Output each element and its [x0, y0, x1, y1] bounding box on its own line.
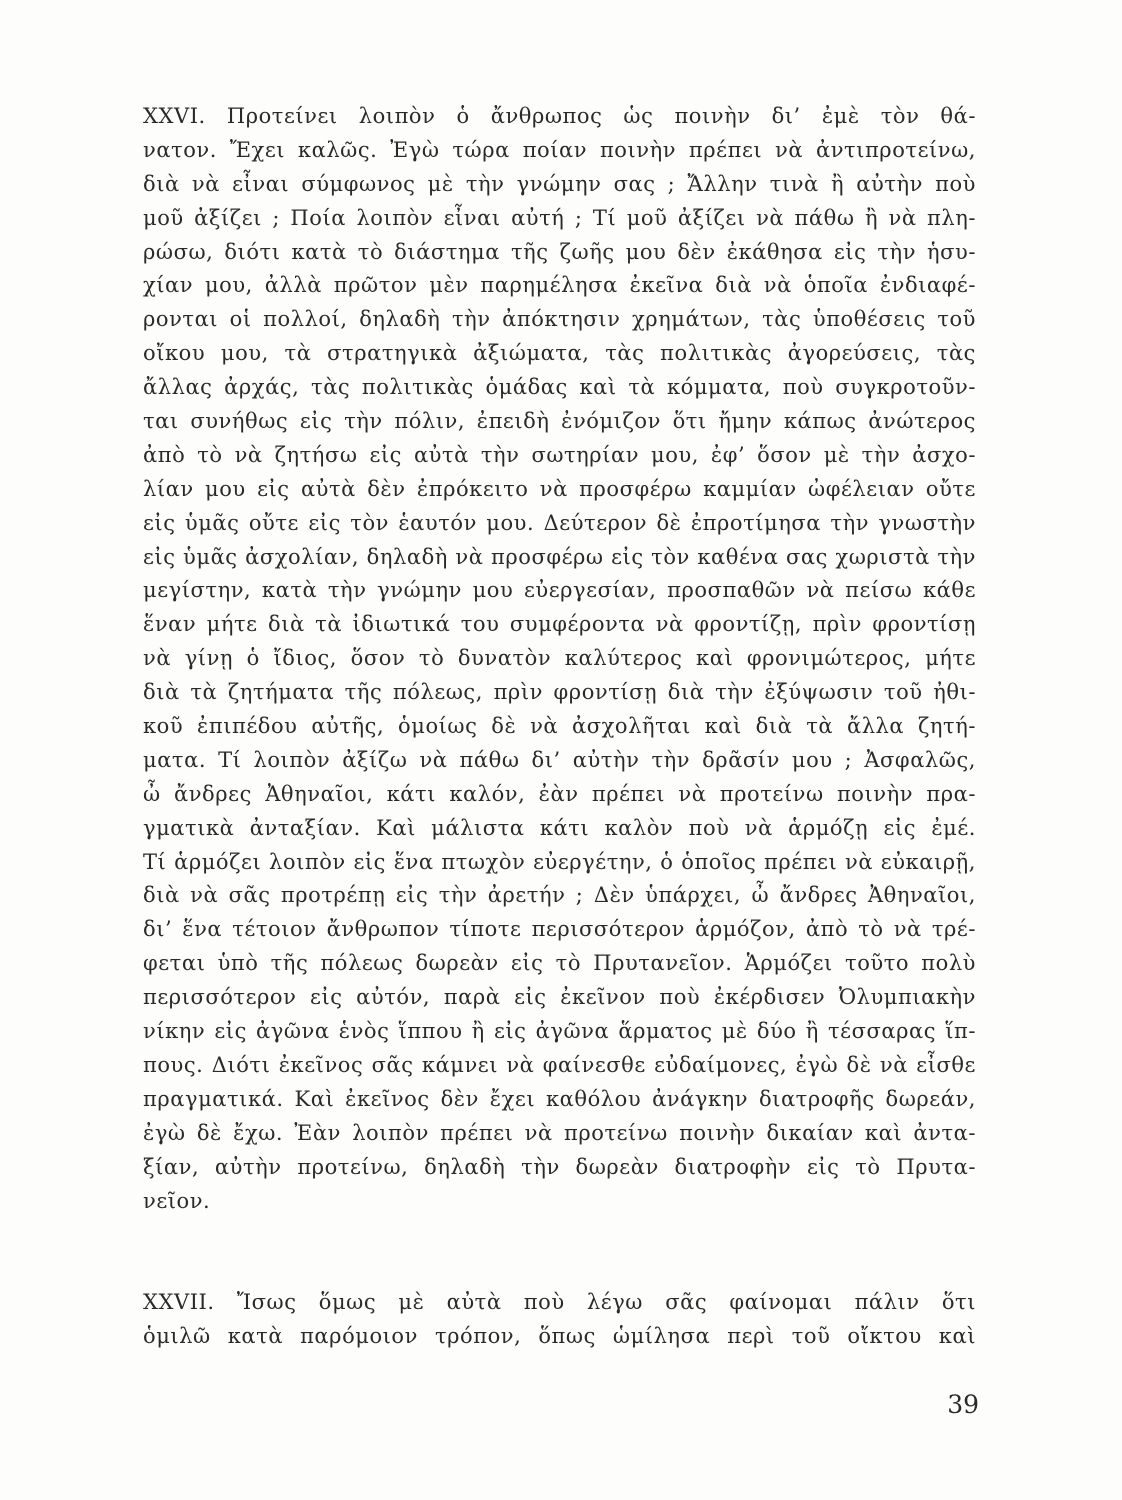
text-line: πους. Διότι ἐκεῖνος σᾶς κάμνει νὰ φαίνεσθε εὐδαίμονες, ἐγὼ δὲ νὰ εἶσθε: [143, 1052, 976, 1077]
text-line: κοῦ ἐπιπέδου αὐτῆς, ὁμοίως δὲ νὰ ἀσχολῆται καὶ διὰ τὰ ἄλλα ζητή-: [143, 714, 976, 739]
text-line: δι’ ἕνα τέτοιον ἄνθρωπον τίποτε περισσότερον ἁρμόζον, ἀπὸ τὸ νὰ τρέ-: [143, 917, 976, 942]
text-line: νατον. Ἔχει καλῶς. Ἐγὼ τώρα ποίαν ποινὴν πρέπει νὰ ἀντιπροτείνω,: [143, 137, 976, 162]
text-line: χίαν μου, ἀλλὰ πρῶτον μὲν παρημέλησα ἐκεῖνα διὰ νὰ ὁποῖα ἐνδιαφέ-: [143, 273, 976, 298]
text-line: φεται ὑπὸ τῆς πόλεως δωρεὰν εἰς τὸ Πρυτανεῖον. Ἁρμόζει τοῦτο πολὺ: [143, 951, 976, 976]
text-line: μοῦ ἀξίζει ; Ποία λοιπὸν εἶναι αὐτή ; Τί μοῦ ἀξίζει νὰ πάθω ἢ νὰ πλη-: [143, 205, 976, 230]
text-line: XXVI. Προτείνει λοιπὸν ὁ ἄνθρωπος ὡς ποινὴν δι’ ἐμὲ τὸν θά-: [143, 104, 976, 128]
text-line: νὰ γίνῃ ὁ ἴδιος, ὅσον τὸ δυνατὸν καλύτερος καὶ φρονιμώτερος, μήτε: [143, 646, 976, 671]
text-line: ὦ ἄνδρες Ἀθηναῖοι, κάτι καλόν, ἐὰν πρέπει νὰ προτείνω ποινὴν πρα-: [143, 781, 976, 806]
text-line: διὰ νὰ σᾶς προτρέπῃ εἰς τὴν ἀρετήν ; Δὲν ὑπάρχει, ὦ ἄνδρες Ἀθηναῖοι,: [143, 883, 976, 908]
text-line: ται συνήθως εἰς τὴν πόλιν, ἐπειδὴ ἐνόμιζον ὅτι ἤμην κάπως ἀνώτερος: [143, 409, 976, 434]
text-line: ὁμιλῶ κατὰ παρόμοιον τρόπον, ὅπως ὡμίλησα περὶ τοῦ οἴκτου καὶ: [143, 1323, 976, 1348]
text-line: ρώσω, διότι κατὰ τὸ διάστημα τῆς ζωῆς μου δὲν ἐκάθησα εἰς τὴν ἡσυ-: [143, 239, 976, 264]
text-line: γματικὰ ἀνταξίαν. Καὶ μάλιστα κάτι καλὸν ποὺ νὰ ἁρμόζῃ εἰς ἐμέ.: [143, 815, 976, 840]
text-line: ἄλλας ἀρχάς, τὰς πολιτικὰς ὁμάδας καὶ τὰ κόμματα, ποὺ συγκροτοῦν-: [143, 375, 976, 400]
text-line: ματα. Τί λοιπὸν ἀξίζω νὰ πάθω δι’ αὐτὴν τὴν δρᾶσίν μου ; Ἀσφαλῶς,: [143, 747, 976, 772]
text-line: XXVII. Ἴσως ὅμως μὲ αὐτὰ ποὺ λέγω σᾶς φαίνομαι πάλιν ὅτι: [143, 1290, 976, 1314]
text-line: εἰς ὑμᾶς οὔτε εἰς τὸν ἑαυτόν μου. Δεύτερον δὲ ἐπροτίμησα τὴν γνωστὴν: [143, 510, 976, 535]
text-line: ἐγὼ δὲ ἔχω. Ἐὰν λοιπὸν πρέπει νὰ προτείνω ποινὴν δικαίαν καὶ ἀντα-: [143, 1120, 976, 1145]
text-line: λίαν μου εἰς αὐτὰ δὲν ἐπρόκειτο νὰ προσφέρω καμμίαν ὠφέλειαν οὔτε: [143, 476, 976, 501]
text-line: μεγίστην, κατὰ τὴν γνώμην μου εὐεργεσίαν, προσπαθῶν νὰ πείσω κάθε: [143, 578, 976, 603]
paragraph-xxvii: [143, 1286, 976, 1354]
text-line: πραγματικά. Καὶ ἐκεῖνος δὲν ἔχει καθόλου ἀνάγκην διατροφῆς δωρεάν,: [143, 1086, 976, 1111]
text-line: ξίαν, αὐτὴν προτείνω, δηλαδὴ τὴν δωρεὰν διατροφὴν εἰς τὸ Πρυτα-: [143, 1154, 976, 1179]
text-line: εἰς ὑμᾶς ἀσχολίαν, δηλαδὴ νὰ προσφέρω εἰς τὸν καθένα σας χωριστὰ τὴν: [143, 544, 976, 569]
text-line: περισσότερον εἰς αὐτόν, παρὰ εἰς ἐκεῖνον ποὺ ἐκέρδισεν Ὀλυμπιακὴν: [143, 985, 976, 1010]
text-line: ρονται οἱ πολλοί, δηλαδὴ τὴν ἀπόκτησιν χρημάτων, τὰς ὑποθέσεις τοῦ: [143, 307, 976, 332]
text-line: νίκην εἰς ἀγῶνα ἑνὸς ἵππου ἢ εἰς ἀγῶνα ἅρματος μὲ δύο ἢ τέσσαρας ἵπ-: [143, 1019, 976, 1044]
text-line: οἴκου μου, τὰ στρατηγικὰ ἀξιώματα, τὰς πολιτικὰς ἀγορεύσεις, τὰς: [143, 341, 976, 366]
text-line: νεῖον.: [143, 1188, 211, 1213]
text-line: διὰ νὰ εἶναι σύμφωνος μὲ τὴν γνώμην σας ; Ἄλλην τινὰ ἢ αὐτὴν ποὺ: [143, 171, 976, 196]
text-line: Τί ἁρμόζει λοιπὸν εἰς ἕνα πτωχὸν εὐεργέτην, ὁ ὁποῖος πρέπει νὰ εὐκαιρῇ,: [143, 849, 976, 874]
text-line: διὰ τὰ ζητήματα τῆς πόλεως, πρὶν φροντίσῃ διὰ τὴν ἐξύψωσιν τοῦ ἠθι-: [143, 680, 976, 705]
page-number: 39: [947, 1390, 979, 1419]
paragraph-xxvi: [143, 100, 976, 1218]
text-line: ἀπὸ τὸ νὰ ζητήσω εἰς αὐτὰ τὴν σωτηρίαν μου, ἐφ’ ὅσον μὲ τὴν ἀσχο-: [143, 442, 976, 467]
text-line: ἕναν μήτε διὰ τὰ ἰδιωτικά του συμφέροντα νὰ φροντίζῃ, πρὶν φροντίσῃ: [143, 612, 976, 637]
